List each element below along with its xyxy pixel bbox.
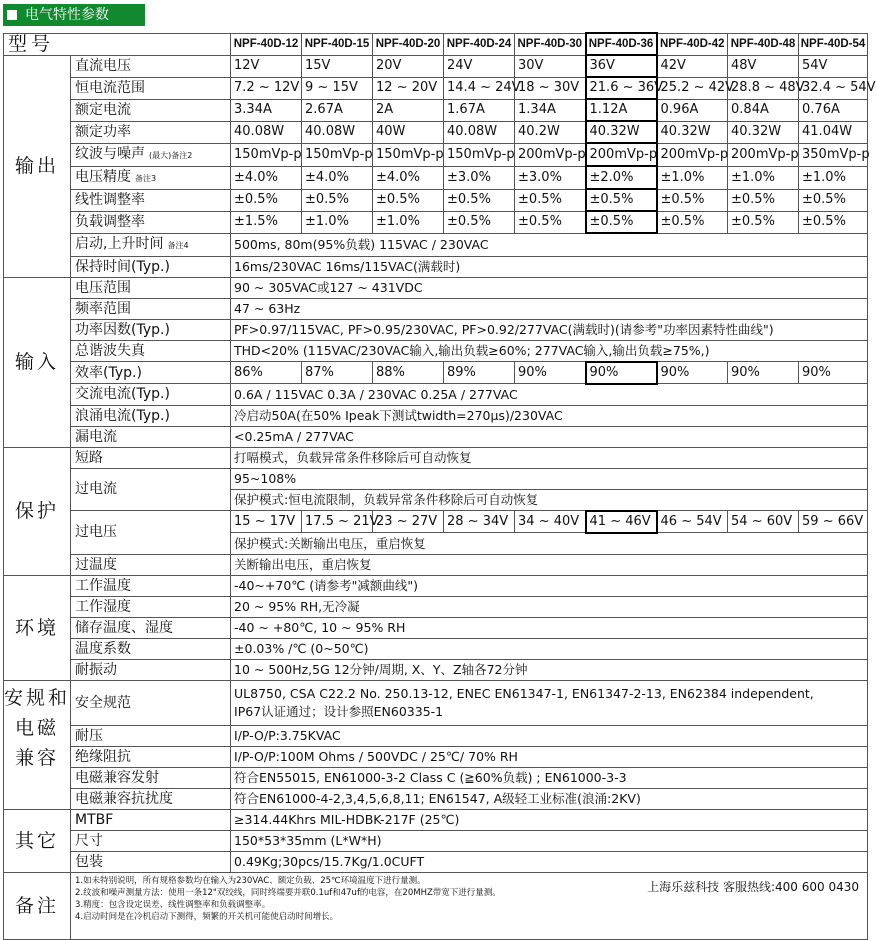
output-row — [4, 99, 868, 121]
value-cell: ±0.5% — [515, 211, 586, 233]
row-label — [71, 638, 231, 659]
value-cell: 10 ~ 500Hz,5G 12分钟/周期, X、Y、Z轴各72分钟 — [231, 659, 868, 680]
row-label — [71, 511, 231, 555]
protection-row — [4, 511, 868, 533]
value-cell: 20 ~ 95% RH,无冷凝 — [231, 596, 868, 617]
row-label — [71, 554, 231, 575]
value-cell: 59 ~ 66V — [799, 511, 868, 533]
row-label-text: 耐压 — [75, 727, 103, 744]
input-row — [4, 405, 868, 426]
protection-row — [4, 468, 868, 489]
row-label-text: 过电压 — [75, 524, 117, 541]
notes-cell — [71, 872, 868, 939]
model-header: NPF-40D-42 — [657, 33, 728, 55]
environment-row — [4, 575, 868, 596]
row-label — [71, 233, 231, 256]
model-header: NPF-40D-30 — [515, 33, 586, 55]
protection-row — [4, 447, 868, 468]
value-cell: 40.08W — [302, 121, 373, 143]
value-cell: 150mVp-p — [231, 143, 302, 166]
output-row — [4, 189, 868, 211]
row-label-text: 直流电压 — [75, 58, 131, 74]
spec-table — [3, 32, 876, 940]
row-label-text: 浪涌电流(Typ.) — [75, 407, 170, 424]
row-label — [71, 143, 231, 166]
row-label-text: 纹波与噪声 — [75, 145, 145, 162]
model-row — [4, 33, 868, 55]
row-label — [71, 362, 231, 384]
other-row — [4, 830, 868, 851]
value-cell: 32.4 ~ 54V — [799, 77, 868, 99]
output-row — [4, 121, 868, 143]
value-cell: 87% — [302, 362, 373, 384]
value-cell: 200mVp-p — [586, 143, 657, 166]
row-note: 备注3 — [135, 173, 157, 183]
safety-row — [4, 680, 868, 725]
value-cell: 7.2 ~ 12V — [231, 77, 302, 99]
value-cell: 47 ~ 63Hz — [231, 298, 868, 319]
row-note: 备注4 — [167, 240, 189, 250]
value-cell: PF>0.97/115VAC, PF>0.95/230VAC, PF>0.92/277VAC(满载时)(请参考"功率因素特性曲线") — [231, 319, 868, 340]
other-row — [4, 851, 868, 872]
value-cell: ±0.5% — [586, 211, 657, 233]
row-label — [71, 384, 231, 406]
row-label-text: 漏电流 — [75, 428, 117, 445]
value-cell: 16ms/230VAC 16ms/115VAC(满载时) — [231, 256, 868, 277]
value-cell: 17.5 ~ 21V — [302, 511, 373, 533]
value-cell: 9 ~ 15V — [302, 77, 373, 99]
safety-row — [4, 767, 868, 788]
row-label-text: 额定功率 — [75, 124, 131, 140]
row-label — [71, 680, 231, 725]
row-label-text: 尺寸 — [75, 832, 103, 849]
output-row — [4, 143, 868, 166]
row-label — [71, 256, 231, 277]
value-cell: ±0.5% — [302, 189, 373, 211]
value-cell: I/P-O/P:3.75KVAC — [231, 725, 868, 746]
value-cell: 1.67A — [444, 99, 515, 121]
environment-row — [4, 596, 868, 617]
output-row — [4, 233, 868, 256]
value-cell: 23 ~ 27V — [373, 511, 444, 533]
row-label — [71, 340, 231, 362]
value-cell: ±4.0% — [302, 166, 373, 189]
row-label-text: 总谐波失真 — [75, 342, 145, 359]
value-cell: 40.32W — [657, 121, 728, 143]
value-cell: 15 ~ 17V — [231, 511, 302, 533]
value-cell: 0.96A — [657, 99, 728, 121]
row-label-text: 负载调整率 — [75, 214, 145, 230]
row-label-text: 恒电流范围 — [75, 80, 145, 96]
value-cell: 40.08W — [231, 121, 302, 143]
row-label-text: 工作温度 — [75, 577, 131, 594]
value-cell: 40W — [373, 121, 444, 143]
value-cell: 符合EN61000-4-2,3,4,5,6,8,11; EN61547, A级轻工业标准(浪涌:2KV) — [231, 788, 868, 809]
value-cell: 24V — [444, 55, 515, 77]
row-label-text: 交流电流(Typ.) — [75, 386, 170, 403]
row-label — [71, 166, 231, 189]
row-label-text: 耐振动 — [75, 661, 117, 678]
category-label: 输出 — [4, 55, 71, 277]
value-cell: ±1.5% — [231, 211, 302, 233]
value-cell: ±0.5% — [515, 189, 586, 211]
value-cell: 冷启动50A(在50% Ipeak下测试twidth=270μs)/230VAC — [231, 405, 868, 426]
value-cell: <0.25mA / 277VAC — [231, 426, 868, 447]
value-cell: ±2.0% — [586, 166, 657, 189]
value-cell: ±4.0% — [373, 166, 444, 189]
safety-row — [4, 788, 868, 809]
value-cell: -40~+70℃ (请参考"减额曲线") — [231, 575, 868, 596]
environment-row — [4, 638, 868, 659]
square-icon — [7, 10, 17, 20]
value-cell: ±1.0% — [373, 211, 444, 233]
row-label — [71, 659, 231, 680]
value-cell: ±0.5% — [728, 189, 799, 211]
value-cell: 34 ~ 40V — [515, 511, 586, 533]
value-cell: 1.12A — [586, 99, 657, 121]
model-label: 型号 — [4, 33, 231, 55]
value-cell: -40 ~ +80℃, 10 ~ 95% RH — [231, 617, 868, 638]
value-cell: 40.08W — [444, 121, 515, 143]
value-cell: 41 ~ 46V — [586, 511, 657, 533]
safety-row — [4, 746, 868, 767]
output-row — [4, 211, 868, 233]
row-label — [71, 725, 231, 746]
input-row — [4, 384, 868, 406]
value-cell: 1.34A — [515, 99, 586, 121]
environment-row — [4, 659, 868, 680]
category-label: 保护 — [4, 447, 71, 575]
input-row — [4, 277, 868, 298]
value-cell: 20V — [373, 55, 444, 77]
standards-line: UL8750, CSA C22.2 No. 250.13-12, ENEC EN61347-1, EN61347-2-13, EN62384 independent, — [234, 685, 814, 701]
model-header: NPF-40D-12 — [231, 33, 302, 55]
value-cell: 95~108% — [231, 468, 868, 489]
row-label — [71, 405, 231, 426]
category-line: 电磁 — [14, 716, 59, 739]
value-cell: 2.67A — [302, 99, 373, 121]
row-label-text: 电磁兼容发射 — [75, 769, 159, 786]
value-cell: 0.49Kg;30pcs/15.7Kg/1.0CUFT — [231, 851, 868, 872]
row-label — [71, 99, 231, 121]
value-cell: 14.4 ~ 24V — [444, 77, 515, 99]
row-label — [71, 447, 231, 468]
category-label: 其它 — [4, 809, 71, 872]
category-label — [4, 680, 71, 809]
value-cell: 3.34A — [231, 99, 302, 121]
value-cell: 89% — [444, 362, 515, 384]
section-title: 电气特性参数 — [25, 7, 109, 23]
value-cell: 21.6 ~ 36V — [586, 77, 657, 99]
row-label-text: 功率因数(Typ.) — [75, 321, 170, 338]
row-label-text: 过电流 — [75, 481, 117, 498]
input-row — [4, 298, 868, 319]
value-cell: 40.32W — [586, 121, 657, 143]
value-cell: 90 ~ 305VAC或127 ~ 431VDC — [231, 277, 868, 298]
value-cell: 打嗝模式，负载异常条件移除后可自动恢复 — [231, 447, 868, 468]
value-cell: 48V — [728, 55, 799, 77]
value-cell: 保护模式:关断输出电压，重启恢复 — [231, 533, 868, 555]
value-cell: 150mVp-p — [444, 143, 515, 166]
row-note: (最大)备注2 — [149, 150, 193, 160]
value-cell: 2A — [373, 99, 444, 121]
row-label-text: 包装 — [75, 853, 103, 870]
row-label-text: 储存温度、湿度 — [75, 619, 173, 636]
value-cell: 保护模式:恒电流限制，负载异常条件移除后可自动恢复 — [231, 489, 868, 511]
value-cell: 符合EN55015, EN61000-3-2 Class C (≧60%负载) ; EN61000-3-3 — [231, 767, 868, 788]
value-cell: 0.84A — [728, 99, 799, 121]
row-label-text: 额定电流 — [75, 102, 131, 118]
value-cell: 90% — [586, 362, 657, 384]
value-cell: 0.6A / 115VAC 0.3A / 230VAC 0.25A / 277VAC — [231, 384, 868, 406]
value-cell: 54 ~ 60V — [728, 511, 799, 533]
row-label-text: 温度系数 — [75, 640, 131, 657]
category-label: 环境 — [4, 575, 71, 680]
row-label-text: 效率(Typ.) — [75, 364, 142, 381]
value-cell: 200mVp-p — [515, 143, 586, 166]
value-cell: 0.76A — [799, 99, 868, 121]
model-header: NPF-40D-20 — [373, 33, 444, 55]
note-line: 1.如未特别说明，所有规格参数均在输入为230VAC、额定负载、25℃环境温度下进行量测。 — [75, 875, 426, 886]
standards-line: IP67认证通过；设计参照EN60335-1 — [234, 703, 444, 719]
output-row — [4, 77, 868, 99]
value-cell: 200mVp-p — [657, 143, 728, 166]
row-label — [71, 575, 231, 596]
input-row — [4, 362, 868, 384]
value-cell: 36V — [586, 55, 657, 77]
value-cell: ≥314.44Khrs MIL-HDBK-217F (25℃) — [231, 809, 868, 830]
value-cell: ±0.5% — [799, 189, 868, 211]
input-row — [4, 426, 868, 447]
row-label — [71, 767, 231, 788]
row-label-text: 电压精度 — [75, 168, 131, 185]
row-label — [71, 746, 231, 767]
row-label-text: 启动,上升时间 — [75, 235, 164, 252]
value-cell: ±0.5% — [444, 189, 515, 211]
value-cell: 15V — [302, 55, 373, 77]
value-cell: 28 ~ 34V — [444, 511, 515, 533]
category-label: 输入 — [4, 277, 71, 447]
row-label — [71, 809, 231, 830]
value-cell: 90% — [657, 362, 728, 384]
value-cell: THD<20% (115VAC/230VAC输入,输出负载≥60%; 277VAC输入,输出负载≥75%,) — [231, 340, 868, 362]
value-cell — [231, 680, 868, 725]
value-cell: 12 ~ 20V — [373, 77, 444, 99]
model-header: NPF-40D-48 — [728, 33, 799, 55]
value-cell: ±1.0% — [799, 166, 868, 189]
row-label-text: 电磁兼容抗扰度 — [75, 790, 173, 807]
model-header: NPF-40D-54 — [799, 33, 868, 55]
value-cell: 12V — [231, 55, 302, 77]
row-label — [71, 298, 231, 319]
row-label — [71, 851, 231, 872]
row-label — [71, 319, 231, 340]
row-label — [71, 426, 231, 447]
notes-row — [4, 872, 868, 939]
row-label — [71, 788, 231, 809]
value-cell: ±0.5% — [799, 211, 868, 233]
value-cell: 关断输出电压，重启恢复 — [231, 554, 868, 575]
category-label: 备注 — [4, 872, 71, 939]
value-cell: 350mVp-p — [799, 143, 868, 166]
protection-row — [4, 554, 868, 575]
value-cell: 150mVp-p — [302, 143, 373, 166]
value-cell: 88% — [373, 362, 444, 384]
safety-row — [4, 725, 868, 746]
value-cell: I/P-O/P:100M Ohms / 500VDC / 25℃/ 70% RH — [231, 746, 868, 767]
value-cell: ±0.5% — [444, 211, 515, 233]
note-line: 2.纹波和噪声测量方法：使用一条12"双绞线，同时终端要并联0.1uf和47uf的电容，在20MHZ带宽下进行量测。 — [75, 887, 501, 898]
value-cell: 46 ~ 54V — [657, 511, 728, 533]
input-row — [4, 319, 868, 340]
value-cell: ±1.0% — [302, 211, 373, 233]
value-cell: ±3.0% — [444, 166, 515, 189]
model-header: NPF-40D-24 — [444, 33, 515, 55]
row-label — [71, 277, 231, 298]
output-row — [4, 256, 868, 277]
value-cell: 90% — [728, 362, 799, 384]
value-cell: ±0.5% — [728, 211, 799, 233]
value-cell: 42V — [657, 55, 728, 77]
row-label — [71, 121, 231, 143]
value-cell: ±3.0% — [515, 166, 586, 189]
value-cell: 150mVp-p — [373, 143, 444, 166]
value-cell: ±0.5% — [657, 211, 728, 233]
row-label — [71, 55, 231, 77]
model-header: NPF-40D-15 — [302, 33, 373, 55]
value-cell: ±1.0% — [657, 166, 728, 189]
value-cell: ±0.5% — [373, 189, 444, 211]
value-cell: ±0.5% — [586, 189, 657, 211]
value-cell: 18 ~ 30V — [515, 77, 586, 99]
value-cell: 41.04W — [799, 121, 868, 143]
value-cell: ±1.0% — [728, 166, 799, 189]
value-cell: ±0.5% — [657, 189, 728, 211]
value-cell: ±0.5% — [231, 189, 302, 211]
value-cell: 200mVp-p — [728, 143, 799, 166]
category-line: 兼容 — [14, 746, 59, 769]
row-label — [71, 468, 231, 511]
row-label-text: 电压范围 — [75, 279, 131, 296]
row-label — [71, 189, 231, 211]
row-label — [71, 596, 231, 617]
model-header: NPF-40D-36 — [586, 33, 657, 55]
value-cell: ±4.0% — [231, 166, 302, 189]
note-line: 3.精度：包含设定误差、线性调整率和负载调整率。 — [75, 899, 271, 910]
row-label-text: 频率范围 — [75, 300, 131, 317]
value-cell: 86% — [231, 362, 302, 384]
value-cell: 90% — [799, 362, 868, 384]
row-label — [71, 830, 231, 851]
row-label — [71, 617, 231, 638]
value-cell: 90% — [515, 362, 586, 384]
value-cell: 30V — [515, 55, 586, 77]
input-row — [4, 340, 868, 362]
environment-row — [4, 617, 868, 638]
value-cell: 54V — [799, 55, 868, 77]
row-label-text: 安全规范 — [75, 694, 131, 711]
output-row — [4, 55, 868, 77]
other-row — [4, 809, 868, 830]
hotline: 上海乐兹科技 客服热线:400 600 0430 — [647, 879, 860, 894]
note-line: 4.启动时间是在冷机启动下测得，频繁的开关机可能使启动时间增长。 — [75, 911, 339, 922]
row-label-text: 保持时间(Typ.) — [75, 258, 170, 275]
value-cell: 28.8 ~ 48V — [728, 77, 799, 99]
value-cell: 25.2 ~ 42V — [657, 77, 728, 99]
category-line: 安规和 — [4, 686, 71, 709]
row-label-text: 绝缘阻抗 — [75, 748, 131, 765]
value-cell: 40.32W — [728, 121, 799, 143]
row-label — [71, 211, 231, 233]
row-label-text: MTBF — [75, 811, 114, 828]
output-row — [4, 166, 868, 189]
row-label-text: 工作湿度 — [75, 598, 131, 615]
section-header — [3, 4, 145, 26]
value-cell: 500ms, 80m(95%负载) 115VAC / 230VAC — [231, 233, 868, 256]
value-cell: ±0.03% /℃ (0~50℃) — [231, 638, 868, 659]
value-cell: 150*53*35mm (L*W*H) — [231, 830, 868, 851]
row-label-text: 过温度 — [75, 556, 117, 573]
value-cell: 40.2W — [515, 121, 586, 143]
row-label — [71, 77, 231, 99]
row-label-text: 短路 — [75, 449, 103, 466]
row-label-text: 线性调整率 — [75, 192, 145, 208]
